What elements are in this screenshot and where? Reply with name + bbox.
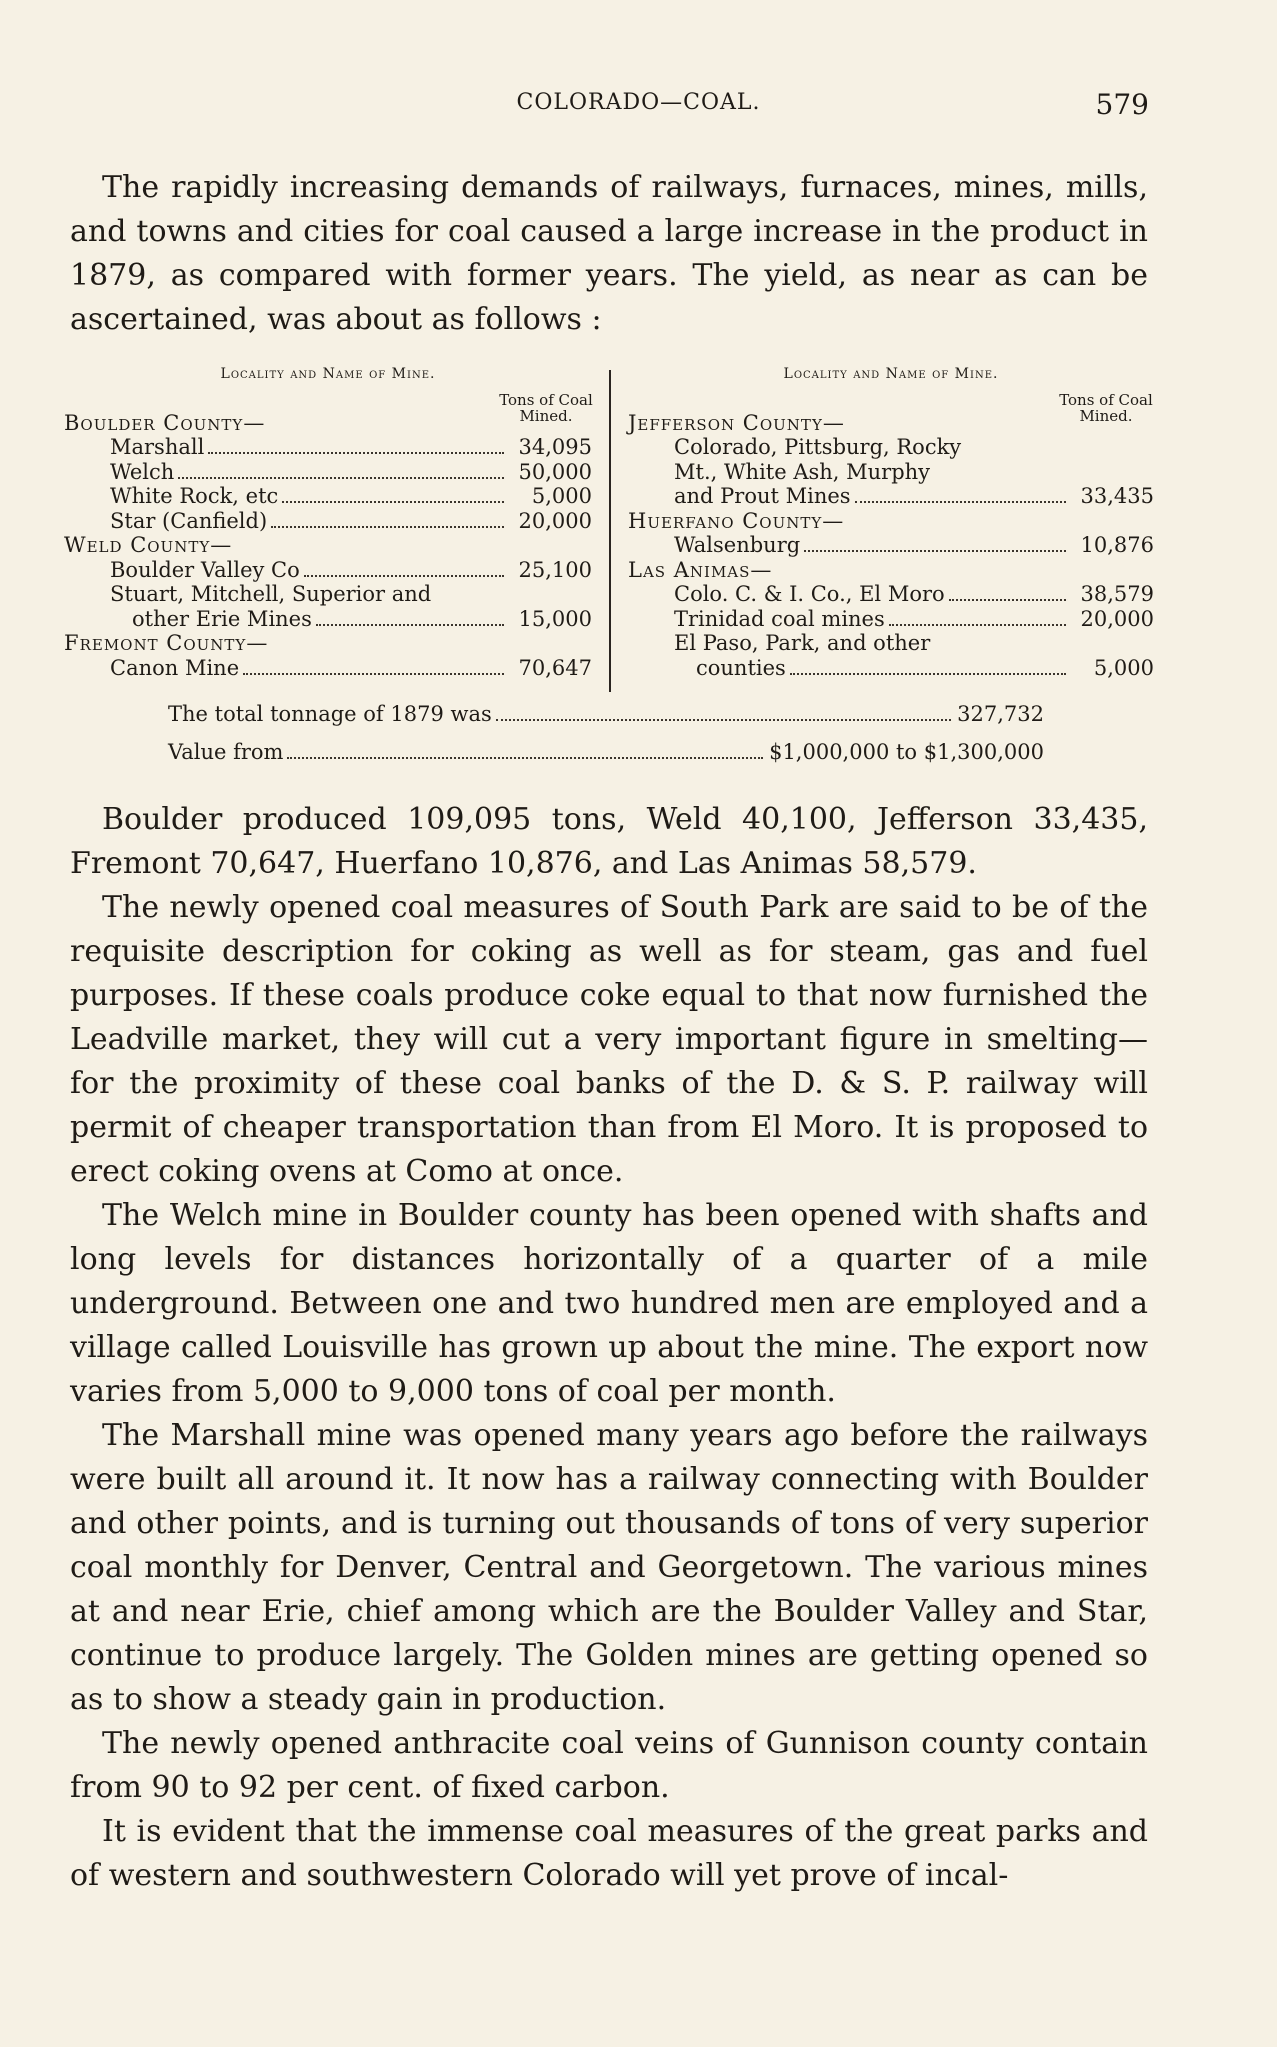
mine-name: Welch [110,459,175,484]
table-right-column [628,362,1154,680]
value-label: Value from [168,740,284,764]
mine-tons: 34,095 [518,435,592,459]
column-divider [609,370,611,692]
left-tons-heading: Tons of Coal Mined. [499,391,593,425]
table-row [64,656,592,681]
table-row [628,656,1154,681]
mine-tons: 33,435 [1080,484,1154,508]
mine-tons: 5,000 [1093,655,1154,680]
paragraph: Boulder produced 109,095 tons, Weld 40,100, Jefferson 33,435, Fremont 70,647, Huerfano 10,876, and Las Animas 58,579. [70,802,1148,881]
mine-tons: 25,100 [518,557,592,582]
paragraph: The newly opened anthracite coal veins of Gunnison county contain from 90 to 92 per cent. of fixed carbon. [70,1726,1148,1805]
table-row [64,509,592,534]
table-row [628,533,1154,558]
total-label: The total tonnage of 1879 was [168,702,492,726]
mine-name-line: Mt., White Ash, Murphy [674,459,931,484]
right-tons-heading: Tons of Coal Mined. [1059,391,1153,425]
paragraph: The Welch mine in Boulder county has been opened with shafts and long levels for distances horizontally of a quarter of a mile underground. Between one and two hundred men are employed and a village called Louisville has grown up about the mine. The export now varies from 5,000 to 9,000 tons of coal per month. [70,1198,1148,1409]
coal-production-table [64,362,1154,692]
mine-name: Walsenburg [674,533,801,557]
intro-text: The rapidly increasing demands of railways, furnaces, mines, mills, and towns and cities for coal caused a large increase in the product in 1879, as compared with former years. The yield, as near as can be ascertained, was about as follows : [70,170,1148,337]
mine-tons: 70,647 [518,655,592,680]
left-column-heading: Locality and Name of Mine. [220,366,436,382]
total-tonnage-row [168,702,1044,726]
value-row [168,740,1044,764]
page-number: 579 [1095,88,1149,121]
table-row [64,484,592,509]
table-left-column [64,362,592,680]
table-row [628,582,1154,607]
mine-name-line: Colorado, Pittsburg, Rocky [674,435,962,459]
mine-name: Trinidad coal mines [674,606,885,631]
county-jefferson: Jefferson County— [628,410,845,435]
table-row [64,435,592,460]
mine-name: Boulder Valley Co [110,557,300,582]
mine-name: other Erie Mines [132,606,312,631]
mine-tons: 50,000 [518,459,592,484]
running-head: COLORADO—COAL. [516,90,761,115]
county-boulder: Boulder County— [64,410,266,435]
mine-name: Canon Mine [110,655,240,680]
mine-name: Marshall [110,435,205,459]
paragraph: The Marshall mine was opened many years ago before the railways were built all around it. It now has a railway connecting with Boulder and other points, and is turning out thousands of tons of very superior coal monthly for Denver, Central and Georgetown. The various mines at and near Erie, chief among which are the Boulder Valley and Star, continue to produce largely. The Golden mines are getting opened so as to show a steady gain in production. [70,1418,1148,1717]
table-row [628,607,1154,632]
body-text [70,798,1148,1898]
mine-name: counties [696,655,786,680]
table-row [628,484,1154,509]
mine-tons: 20,000 [518,508,592,533]
right-column-heading: Locality and Name of Mine. [783,366,999,382]
table-row [64,460,592,485]
paragraph: It is evident that the immense coal measures of the great parks and of western and southwestern Colorado will yet prove of incal- [70,1814,1148,1893]
county-huerfano: Huerfano County— [628,508,845,533]
mine-tons: 20,000 [1080,606,1154,631]
intro-paragraph [70,166,1148,342]
mine-tons: 5,000 [531,484,592,508]
paragraph: The newly opened coal measures of South Park are said to be of the requisite description for coking as well as for steam, gas and fuel purposes. If these coals produce coke equal to that now furnished the Leadville market, they will cut a very important figure in smelting—for the proximity of these coal banks of the D. & S. P. railway will permit of cheaper transportation than from El Moro. It is proposed to erect coking ovens at Como at once. [70,890,1148,1189]
table-row [64,558,592,583]
table-row [64,607,592,632]
total-value: 327,732 [957,702,1044,726]
value-amount: $1,000,000 to $1,300,000 [769,740,1044,764]
county-fremont: Fremont County— [64,631,269,655]
mine-tons: 10,876 [1080,533,1154,557]
mine-name: Star (Canfield) [110,508,268,533]
mine-name: and Prout Mines [674,484,851,508]
mine-name-line: El Paso, Park, and other [674,631,931,655]
mine-tons: 38,579 [1080,582,1154,606]
mine-name: Colo. C. & I. Co., El Moro [674,582,945,606]
mine-name-line: Stuart, Mitchell, Superior and [110,582,432,606]
mine-tons: 15,000 [518,606,592,631]
county-weld: Weld County— [64,533,233,557]
county-las-animas: Las Animas— [628,557,773,582]
mine-name: White Rock, etc [110,484,279,508]
